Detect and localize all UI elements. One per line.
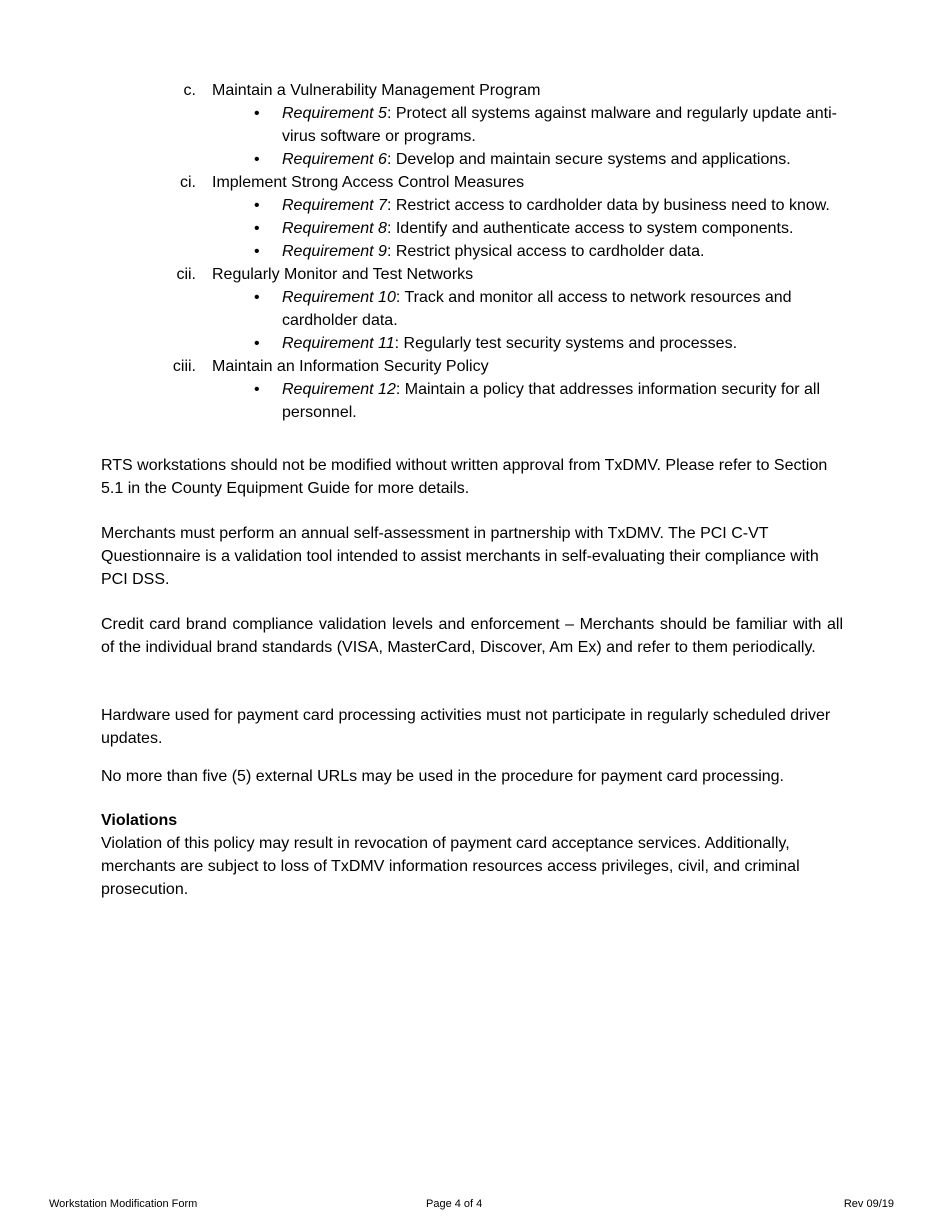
section-title: Regularly Monitor and Test Networks (212, 266, 474, 283)
requirement-text: : Maintain a policy that addresses information security for all personnel. (282, 381, 821, 421)
requirement-item (0, 286, 842, 332)
credit-card-paragraph: Credit card brand compliance validation levels and enforcement – Merchants should be familiar with all of the individual brand standards (VISA, MasterCard, Discover, Am Ex) and refer to them periodically. (101, 616, 843, 656)
bullet-icon: • (254, 289, 260, 306)
section-heading (0, 79, 950, 102)
section-heading (0, 355, 950, 378)
section-number: ciii. (172, 358, 196, 375)
section-title: Implement Strong Access Control Measures (212, 174, 525, 191)
requirement-item (0, 194, 842, 217)
requirement-label: Requirement 5 (282, 105, 387, 122)
requirement-label: Requirement 8 (282, 220, 387, 237)
requirement-label: Requirement 10 (282, 289, 396, 306)
requirements-list (0, 79, 950, 424)
requirement-item (0, 102, 842, 148)
requirement-text: : Restrict physical access to cardholder data. (386, 243, 705, 260)
bullet-icon: • (254, 381, 260, 398)
bullet-icon: • (254, 151, 260, 168)
requirement-text: : Develop and maintain secure systems and applications. (386, 151, 791, 168)
requirement-text: : Restrict access to cardholder data by business need to know. (386, 197, 830, 214)
requirement-text: : Regularly test security systems and processes. (394, 335, 738, 352)
hardware-paragraph: Hardware used for payment card processing activities must not participate in regularly scheduled driver updates. (101, 707, 831, 747)
requirement-label: Requirement 6 (282, 151, 387, 168)
violations-heading: Violations (101, 812, 178, 829)
bullet-icon: • (254, 220, 260, 237)
section-title: Maintain an Information Security Policy (212, 358, 489, 375)
bullet-icon: • (254, 335, 260, 352)
bullet-icon: • (254, 243, 260, 260)
requirement-label: Requirement 11 (282, 335, 395, 352)
requirement-label: Requirement 7 (282, 197, 387, 214)
requirement-item (0, 148, 842, 171)
section-number: cii. (176, 266, 196, 283)
merchants-paragraph: Merchants must perform an annual self-assessment in partnership with TxDMV. The PCI C-VT Questionnaire is a validation tool intended to assist merchants in self-evaluating their compliance with PCI DSS. (101, 525, 819, 588)
section-title: Maintain a Vulnerability Management Program (212, 82, 541, 99)
bullet-icon: • (254, 105, 260, 122)
section-heading (0, 263, 950, 286)
requirement-item (0, 217, 842, 240)
section-number: c. (183, 82, 196, 99)
requirement-text: : Identify and authenticate access to system components. (386, 220, 794, 237)
requirement-label: Requirement 9 (282, 243, 387, 260)
violations-text: Violation of this policy may result in revocation of payment card acceptance services. Additionally, merchants are subject to loss of TxDMV information resources access privileges, civil, and criminal prosecution. (101, 835, 800, 898)
requirement-item (0, 240, 842, 263)
footer-left: Workstation Modification Form (49, 1198, 198, 1210)
urls-paragraph: No more than five (5) external URLs may be used in the procedure for payment card processing. (101, 768, 784, 785)
requirement-item (0, 332, 842, 355)
section-number: ci. (180, 174, 196, 191)
bullet-icon: • (254, 197, 260, 214)
requirement-text: : Track and monitor all access to network resources and cardholder data. (282, 289, 792, 329)
requirement-label: Requirement 12 (282, 381, 396, 398)
requirement-item (0, 378, 842, 424)
requirement-text: : Protect all systems against malware and regularly update anti-virus software or programs. (282, 105, 837, 145)
footer-page-number: Page 4 of 4 (426, 1198, 483, 1210)
rts-paragraph: RTS workstations should not be modified without written approval from TxDMV. Please refer to Section 5.1 in the County Equipment Guide for more details. (101, 457, 828, 497)
footer-revision: Rev 09/19 (843, 1198, 894, 1210)
section-heading (0, 171, 950, 194)
